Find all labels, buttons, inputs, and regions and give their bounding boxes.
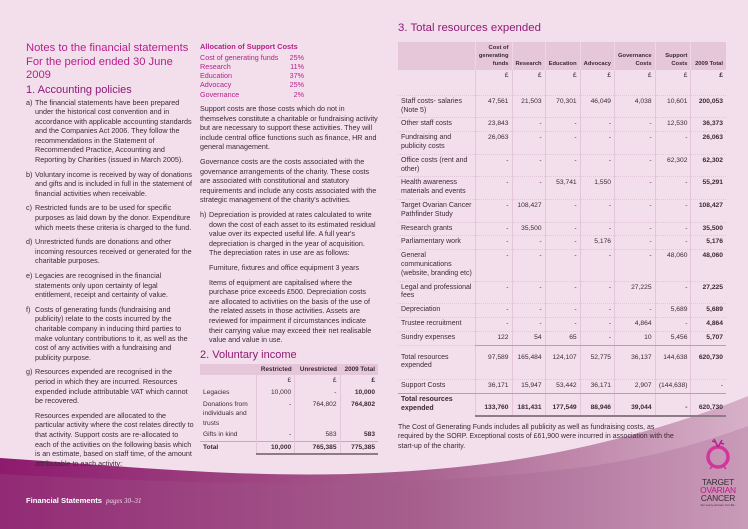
table-grand-total-row: Total resources expended 133,760 181,431 177,549 88,946 39,044 - 620,730 [398, 393, 726, 415]
allocation-list [200, 53, 378, 99]
table-row: Parliamentary work - - - 5,176 - - 5,176 [398, 236, 726, 250]
table-row: Donations from individuals and trusts - 764,802 764,802 [200, 399, 378, 430]
allocation-item: Research 11% [200, 61, 304, 71]
allocation-item: Cost of generating funds 25% [200, 52, 304, 62]
table-header-row: Restricted Unrestricted 2009 Total [200, 364, 378, 376]
table-units-row: £ £ £ [200, 375, 378, 387]
allocation-item: Governance 2% [200, 89, 304, 99]
notes-column [26, 42, 194, 468]
table-row: Other staff costs 23,843 - - - - 12,530 36,373 [398, 118, 726, 132]
table-header-row: Cost of generating funds Research Education Advocacy Governance Costs Support Costs 2009 Total [398, 42, 726, 70]
table-row: Office costs (rent and other) - - - - - 62,302 62,302 [398, 154, 726, 177]
allocation-column [200, 42, 378, 455]
table-row: Gifts in kind - 583 583 [200, 429, 378, 441]
table-row: Target Ovarian Cancer Pathfinder Study - 108,427 - - - - 108,427 [398, 199, 726, 222]
page-footer [26, 496, 142, 505]
table-row: Fundraising and publicity costs 26,063 - - - - - 26,063 [398, 132, 726, 155]
table-units-row: £ £ £ £ £ £ £ [398, 70, 726, 95]
expended-column [398, 22, 728, 451]
voluntary-income-table [200, 364, 378, 456]
policy-d: d) Unrestricted funds are donations and other incoming resources received or generated for the charitable purposes. [26, 237, 192, 266]
resources-expended-table [398, 42, 726, 417]
table-row: Sundry expenses 122 54 65 - 10 5,456 5,707 [398, 331, 726, 345]
footer-label: Financial Statements [26, 496, 102, 505]
logo-word-ovarian: OVARIAN [700, 485, 736, 496]
footer-pages: pages 30–31 [105, 497, 142, 505]
policy-c: c) Restricted funds are to be used for specific purposes as laid down by the donor. Expenditure which meets these criteria is charged to the fund. [26, 203, 192, 232]
support-costs-paragraph: Support costs are those costs which do not in themselves constitute a charitable or fundraising activity but are necessary to support these activities. They will include central office functions such as finance, HR and general management. [200, 104, 378, 152]
table-row: Research grants - 35,500 - - - - 35,500 [398, 222, 726, 236]
allocation-item: Education 37% [200, 71, 304, 81]
expended-footnote: The Cost of Generating Funds includes all publicity as well as fundraising costs, as required by the SORP. Exceptional costs of £61,900 were incurred in association with the start-up of the charity. [398, 423, 674, 450]
logo-word-cancer: CANCER [700, 493, 736, 504]
table-row: Staff costs- salaries (Note 5) 47,561 21,503 70,301 46,049 4,038 10,601 200,053 [398, 95, 726, 118]
policy-f: f) Costs of generating funds (fundraising and publicity) relate to the costs incurred by the charitable company in inducing third parties to make voluntary contributions to it, as well as the cost of any activities with a fundraising and publicity purpose. [26, 304, 188, 362]
notes-period: For the period ended 30 June 2009 [26, 55, 173, 81]
logo-word-target: TARGET [701, 477, 735, 487]
section-voluntary-income: 2. Voluntary income [200, 348, 297, 361]
table-support-row: Support Costs 36,171 15,947 53,442 36,171 2,907 (144,638) - [398, 380, 726, 394]
policy-g: g) Resources expended are recognised in the period in which they are incurred. Resources expended include attributable VAT which cannot be recovered. [26, 367, 188, 406]
allocation-title: Allocation of Support Costs [200, 42, 298, 51]
section-accounting-policies: 1. Accounting policies [26, 83, 132, 96]
equipment-paragraph: Items of equipment are capitalised where the purchase price exceeds £500. Depreciation costs are allocated to activities on the basis of the use of the related assets in those activities. Assets are reviewed for impairment if circumstances indicate their carrying value may exceed their net realisable value and value in use. [209, 277, 372, 345]
table-row: Legal and professional fees - - - - 27,225 - 27,225 [398, 281, 726, 304]
target-ovarian-cancer-logo [693, 437, 743, 507]
logo-tagline: For every woman. For life. [700, 502, 736, 507]
notes-title: Notes to the financial statements [26, 42, 189, 54]
policy-h: h) Depreciation is provided at rates calculated to write down the cost of each asset to its estimated residual value over its expected useful life. A full year's depreciation is charged in the year of acquisition. The depreciation rates in use are as follows: [200, 210, 376, 258]
table-row: Health awareness materials and events - - 53,741 1,550 - - 55,291 [398, 177, 726, 200]
depreciation-rate: Furniture, fixtures and office equipment 3 years [209, 262, 360, 272]
ribbon-ring-icon [703, 437, 733, 471]
table-total-row: Total 10,000 765,385 775,385 [200, 441, 378, 454]
policy-b: b) Voluntary income is received by way of donations and gifts and is included in full in the statement of financial activities when receivable. [26, 169, 193, 198]
allocation-item: Advocacy 25% [200, 80, 304, 90]
policy-a: a) The financial statements have been prepared under the historical cost convention and in accordance with applicable accounting standards and the Companies Act 2006. They follow the recommendations in the Statement of Recommended Practice, Accounting and Reporting by Charities (issued in March 2005). [26, 97, 192, 165]
table-row: Legacies 10,000 - 10,000 [200, 387, 378, 399]
policy-e: e) Legacies are recognised in the financial statements only upon certainty of legal entitlement, receipt and certainty of value. [26, 271, 169, 300]
governance-paragraph: Governance costs are the costs associated with the governance arrangements of the charity. These costs are associated with constitutional and statutory requirements and include any costs associated with the strategic management of the charity's activities. [200, 157, 377, 205]
policy-g-allocation: Resources expended are allocated to the particular activity where the cost relates directly to that activity. Support costs are re-allocated to each of the activities on the following basis which is an estimate, based on staff time, of the amount attributable to each activity: [35, 410, 194, 468]
table-row: General communications (website, branding etc) - - - - - 48,060 48,060 [398, 250, 726, 281]
table-row: Trustee recruitment - - - - 4,864 - 4,864 [398, 317, 726, 331]
table-subtotal-row: Total resources expended 97,589 165,484 124,107 52,775 36,137 144,638 620,730 [398, 345, 726, 380]
section-total-resources-expended: 3. Total resources expended [398, 22, 541, 34]
table-row: Depreciation - - - - - 5,689 5,689 [398, 304, 726, 318]
